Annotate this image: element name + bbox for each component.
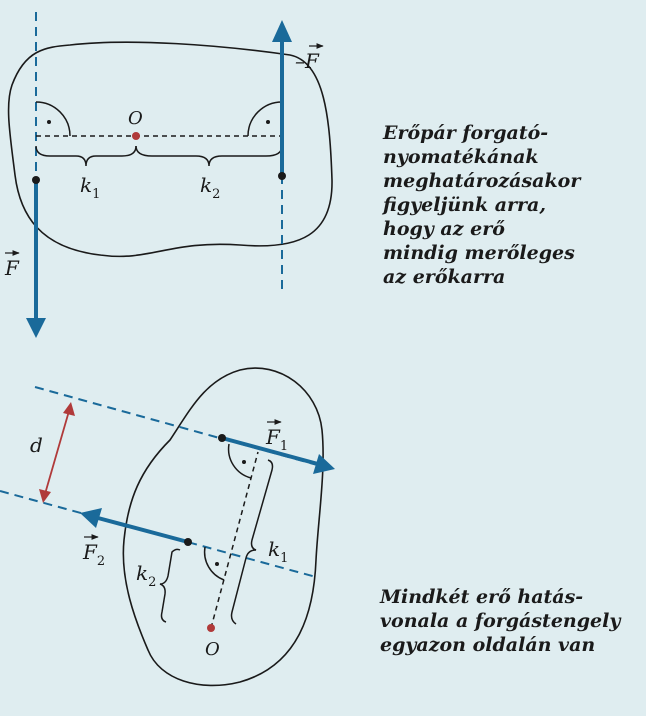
figure-1 bbox=[4, 12, 332, 338]
arm2-brace bbox=[136, 146, 282, 166]
force-2-subscript: 2 bbox=[96, 554, 106, 569]
force-left-arrowhead bbox=[26, 318, 46, 338]
right-angle-dot-1 bbox=[242, 460, 246, 464]
force-2-arrowhead bbox=[80, 508, 102, 528]
force-2-arrow bbox=[98, 518, 188, 542]
rotation-axis-point-2 bbox=[207, 624, 215, 632]
arm1-subscript: 1 bbox=[92, 187, 101, 202]
figure-1-caption bbox=[383, 121, 580, 289]
caption-1-line: az erőkarra bbox=[383, 266, 506, 288]
arm2-label-2: k bbox=[136, 561, 149, 585]
right-angle-dot-2 bbox=[215, 562, 219, 566]
rotation-axis-point bbox=[132, 132, 140, 140]
force-1-application-point bbox=[218, 434, 226, 442]
caption-1-line: Erőpár forgató- bbox=[383, 122, 549, 144]
force-right-label: F bbox=[305, 49, 319, 73]
caption-1-line: figyeljünk arra, bbox=[383, 194, 546, 216]
rigid-body-outline-2 bbox=[123, 368, 323, 685]
right-angle-dot-right bbox=[266, 120, 270, 124]
distance-label: d bbox=[30, 433, 43, 457]
force-right-minus: – bbox=[295, 49, 305, 73]
arm2-label: k bbox=[200, 173, 213, 197]
force-1-label: F bbox=[266, 425, 280, 449]
caption-2-line: egyazon oldalán van bbox=[380, 634, 596, 656]
force-right-arrowhead bbox=[272, 20, 292, 42]
axis-label: O bbox=[128, 108, 143, 129]
right-angle-mark-1 bbox=[229, 444, 251, 478]
svg-text:k1 bbox=[268, 537, 288, 566]
figure-2 bbox=[0, 368, 335, 685]
force-1-subscript: 1 bbox=[279, 439, 289, 454]
force-2-application-point bbox=[184, 538, 192, 546]
svg-text:k2 bbox=[200, 173, 220, 202]
svg-text:–F bbox=[295, 49, 320, 73]
caption-1-line: nyomatékának bbox=[383, 146, 539, 168]
caption-1-line: meghatározásakor bbox=[383, 170, 581, 192]
right-angle-mark-left bbox=[36, 102, 70, 136]
axis-label-2: O bbox=[205, 639, 220, 660]
force-1-arrowhead bbox=[313, 454, 335, 474]
caption-2-line: vonala a forgástengely bbox=[380, 610, 621, 632]
force-2-label: F bbox=[83, 540, 97, 564]
right-angle-dot-left bbox=[47, 120, 51, 124]
distance-d-arrow bbox=[45, 411, 69, 494]
svg-text:k1 bbox=[80, 173, 100, 202]
svg-text:k2 bbox=[136, 561, 156, 590]
distance-d-arrowhead-top bbox=[63, 402, 75, 416]
force-left-label: F bbox=[5, 256, 19, 280]
arm1-brace-2 bbox=[232, 460, 273, 624]
caption-2-line: Mindkét erő hatás- bbox=[380, 586, 584, 608]
distance-d-arrowhead-bottom bbox=[39, 489, 51, 503]
caption-1-line: mindig merőleges bbox=[383, 242, 575, 264]
force-left-application-point bbox=[32, 176, 40, 184]
arm2-brace-2 bbox=[160, 549, 180, 622]
arm2-subscript: 2 bbox=[212, 187, 221, 202]
figure-2-caption bbox=[380, 585, 620, 657]
force-right-application-point bbox=[278, 172, 286, 180]
arm1-subscript-2: 1 bbox=[280, 551, 289, 566]
arm2-subscript-2: 2 bbox=[148, 575, 157, 590]
arm1-label: k bbox=[80, 173, 93, 197]
caption-1-line: hogy az erő bbox=[383, 218, 505, 240]
right-angle-mark-right bbox=[248, 102, 282, 136]
arm1-brace bbox=[36, 146, 136, 166]
arm1-label-2: k bbox=[268, 537, 281, 561]
svg-text:F2 bbox=[82, 540, 105, 569]
